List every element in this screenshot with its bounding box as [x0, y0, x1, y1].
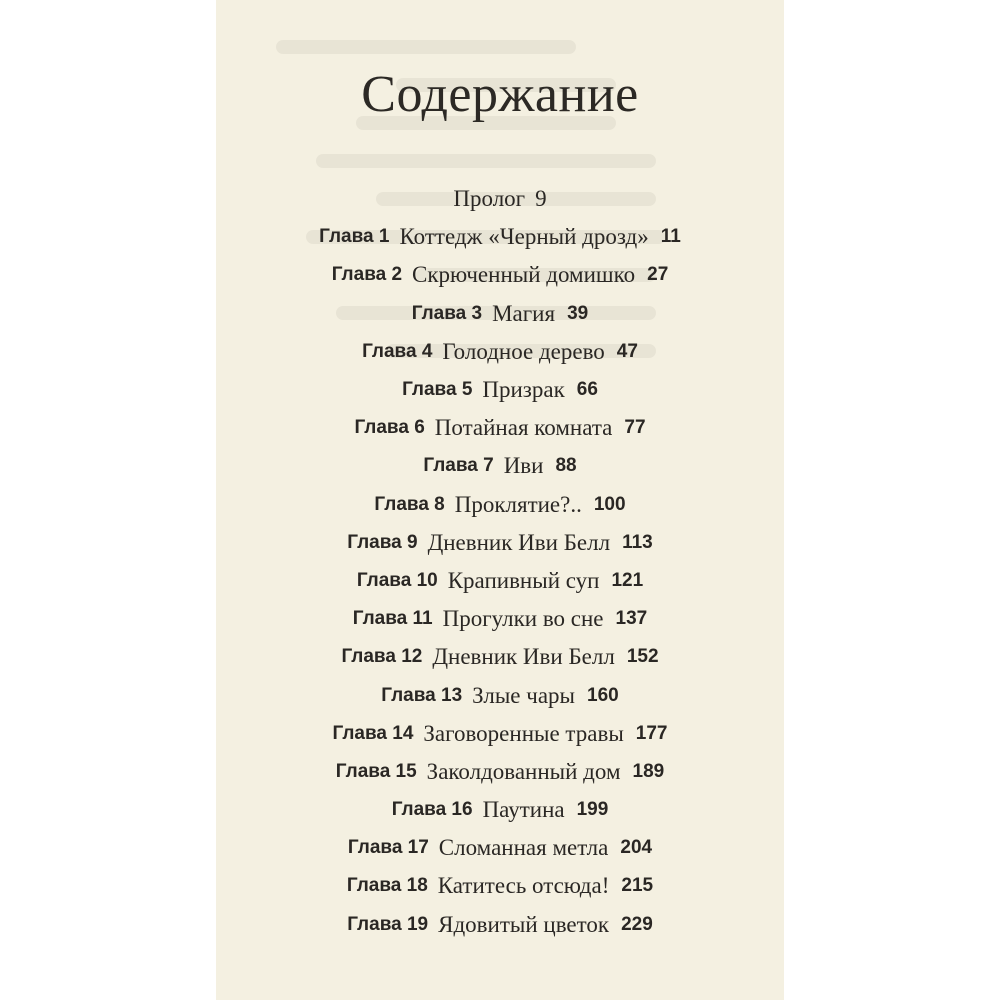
chapter-label: Глава 10 — [356, 569, 438, 591]
chapter-page-number: 27 — [647, 264, 669, 286]
toc-chapter-row — [216, 371, 784, 409]
toc-chapter-row — [216, 829, 784, 867]
prologue-page-number: 9 — [535, 186, 547, 212]
chapter-label: Глава 12 — [341, 646, 423, 668]
chapter-label: Глава 6 — [354, 417, 425, 439]
chapter-page-number: 160 — [587, 684, 619, 706]
chapter-page-number: 189 — [632, 760, 665, 782]
chapter-page-number: 66 — [576, 379, 598, 401]
toc-chapter-row — [216, 906, 784, 944]
chapter-label: Глава 17 — [347, 837, 429, 859]
chapter-title: Прогулки во сне — [442, 606, 604, 632]
chapter-label: Глава 7 — [423, 455, 494, 477]
toc-chapter-row — [216, 600, 784, 638]
chapter-page-number: 121 — [611, 569, 644, 591]
toc-chapter-row — [216, 295, 784, 333]
chapter-label: Глава 9 — [347, 531, 418, 553]
toc-chapter-row — [216, 524, 784, 562]
chapter-label: Глава 18 — [346, 875, 428, 897]
chapter-title: Злые чары — [472, 682, 575, 708]
chapter-title: Потайная комната — [434, 415, 613, 441]
chapter-title: Голодное дерево — [442, 338, 605, 364]
chapter-page-number: 137 — [615, 608, 648, 630]
toc-chapter-row — [216, 791, 784, 829]
chapter-title: Призрак — [482, 377, 565, 403]
book-page — [216, 0, 784, 1000]
chapter-page-number: 177 — [635, 722, 668, 744]
chapter-label: Глава 8 — [374, 493, 445, 515]
toc-chapter-row — [216, 333, 784, 371]
chapter-label: Глава 15 — [335, 760, 417, 782]
chapter-label: Глава 5 — [402, 379, 473, 401]
toc-chapter-row — [216, 447, 784, 485]
toc-chapter-row — [216, 562, 784, 600]
chapter-page-number: 11 — [660, 226, 681, 248]
toc-chapter-row — [216, 638, 784, 676]
chapter-page-number: 215 — [621, 875, 654, 897]
chapter-title: Дневник Иви Белл — [432, 644, 615, 670]
chapter-page-number: 229 — [621, 913, 653, 935]
chapter-label: Глава 16 — [391, 799, 473, 821]
toc-prologue-row — [216, 180, 784, 218]
toc-chapter-row — [216, 256, 784, 294]
page-title: Содержание — [361, 66, 639, 123]
chapter-label: Глава 19 — [347, 913, 429, 935]
toc-chapter-row — [216, 218, 784, 256]
chapter-title: Дневник Иви Белл — [427, 529, 611, 555]
chapter-page-number: 204 — [620, 837, 653, 859]
toc-chapter-row — [216, 753, 784, 791]
chapter-title: Скрюченный домишко — [412, 262, 636, 288]
toc-chapter-row — [216, 409, 784, 447]
chapter-label: Глава 4 — [362, 340, 433, 362]
chapter-page-number: 77 — [624, 417, 646, 439]
table-of-contents — [216, 180, 784, 944]
prologue-title: Пролог — [453, 186, 526, 212]
chapter-page-number: 88 — [555, 455, 577, 477]
chapter-label: Глава 3 — [411, 302, 483, 324]
chapter-label: Глава 11 — [352, 608, 433, 630]
chapter-label: Глава 13 — [381, 684, 463, 706]
chapter-page-number: 39 — [567, 302, 589, 324]
chapter-page-number: 113 — [622, 531, 653, 553]
chapter-page-number: 152 — [626, 646, 659, 668]
chapter-label: Глава 2 — [331, 264, 403, 286]
toc-chapter-row — [216, 676, 784, 714]
chapter-title: Проклятие?.. — [454, 491, 582, 517]
chapter-label: Глава 14 — [332, 722, 414, 744]
chapter-page-number: 47 — [616, 340, 638, 362]
chapter-title: Заговоренные травы — [423, 720, 624, 746]
chapter-title: Крапивный суп — [447, 567, 600, 593]
chapter-title: Ядовитый цветок — [438, 911, 610, 937]
chapter-title: Коттедж «Черный дрозд» — [399, 224, 649, 250]
toc-chapter-row — [216, 867, 784, 905]
toc-chapter-row — [216, 715, 784, 753]
chapter-title: Заколдованный дом — [426, 758, 621, 784]
chapter-label: Глава 1 — [319, 226, 390, 248]
chapter-title: Паутина — [482, 797, 565, 823]
chapter-page-number: 199 — [576, 799, 609, 821]
chapter-title: Катитесь отсюда! — [437, 873, 610, 899]
chapter-title: Магия — [492, 300, 556, 326]
chapter-title: Сломанная метла — [438, 835, 609, 861]
toc-chapter-row — [216, 486, 784, 524]
chapter-page-number: 100 — [593, 493, 626, 515]
chapter-title: Иви — [503, 453, 544, 479]
